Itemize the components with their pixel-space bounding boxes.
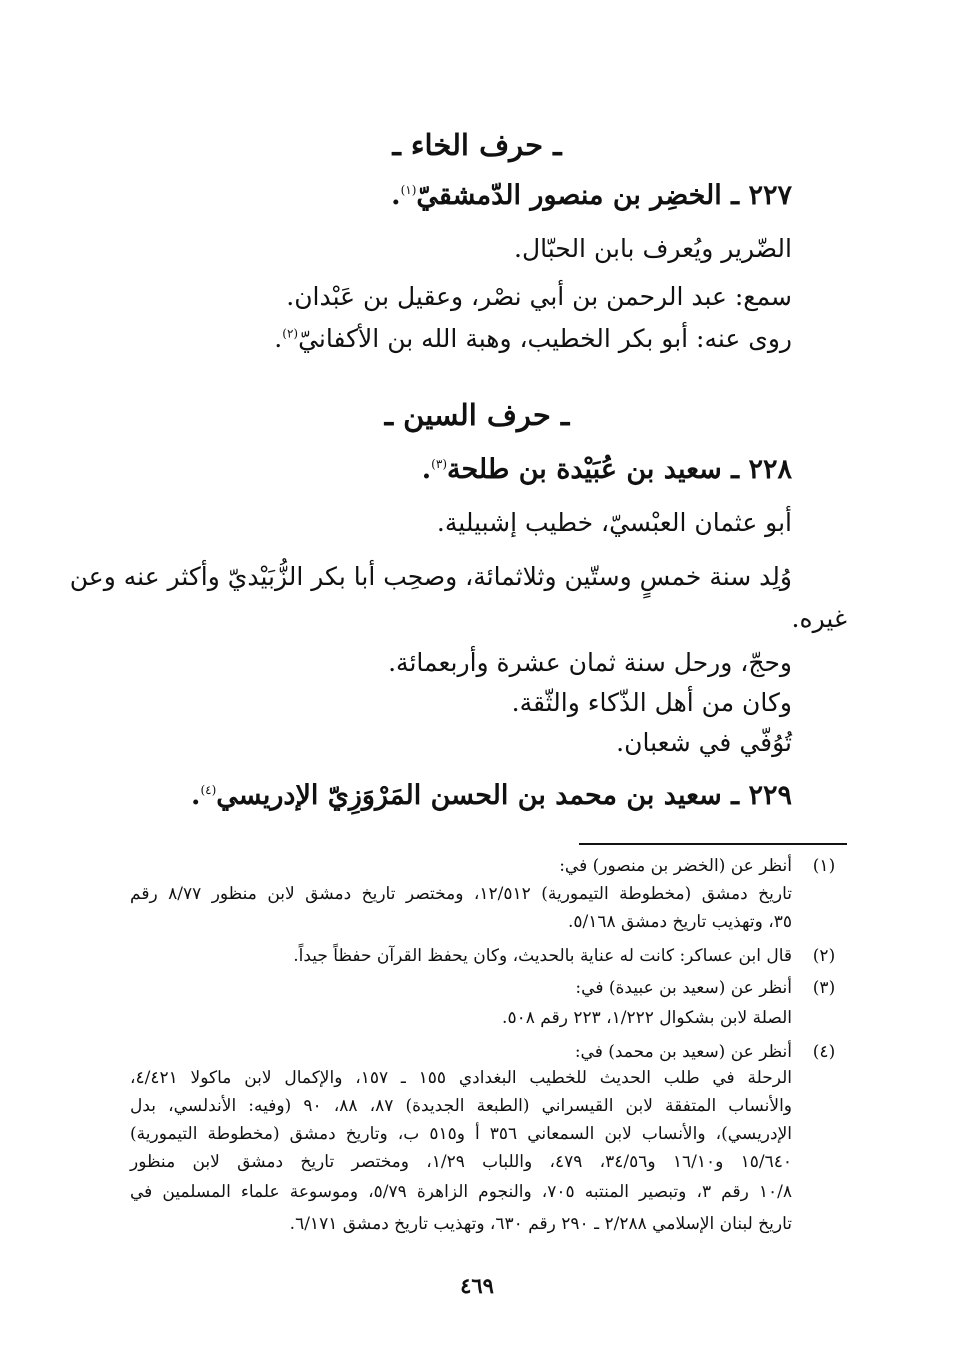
footnote-line: تاريخ لبنان الإسلامي ٢/٢٨٨ ـ ٢٩٠ رقم ٦٣٠، وتهذيب تاريخ دمشق ٦/١٧١.: [289, 1214, 792, 1234]
footnote-line: أنظر عن (سعيد بن عبيدة) في:: [575, 978, 792, 998]
footnote-number: (٣): [812, 978, 836, 998]
footnote-line: ١٠/٨ رقم ٣، وتبصير المنتبه ٧٠٥، والنجوم الزاهرة ٥/٧٩، وموسوعة علماء المسلمين في: [130, 1182, 792, 1202]
footnote-line: الصلة لابن بشكوال ١/٢٢٢، ٢٢٣ رقم ٥٠٨.: [502, 1008, 792, 1028]
entry-228-line: وحجّ، ورحل سنة ثمان عشرة وأربعمائة.: [388, 648, 792, 677]
entry-number: ٢٢٧: [748, 180, 792, 211]
entry-227-title: ٢٢٧ ـ الخضِر بن منصور الدّمشقيّ$^{(١)}$.: [391, 180, 792, 211]
entry-name: ـ سعيد بن محمد بن الحسن المَرْوَزِيّ الإدريسي: [216, 780, 740, 811]
entry-228-line: تُوُفّي في شعبان.: [616, 728, 792, 757]
page-number: ٤٦٩: [460, 1273, 494, 1298]
footnote-ref: (٤): [200, 783, 217, 797]
entry-name: ـ سعيد بن عُبَيْدة بن طلحة: [447, 454, 740, 485]
entry-227-line-text: روى عنه: أبو بكر الخطيب، وهبة الله بن الأكفانيّ: [298, 324, 792, 353]
footnote-line: ١٥/٦٤٠ و١٦/١٠ و٣٤/٥٦، ٤٧٩، واللباب ١/٢٩، ومختصر تاريخ دمشق لابن منظور: [130, 1152, 793, 1172]
footnote-number: (٤): [812, 1042, 836, 1062]
entry-228-line: أبو عثمان العبْسيّ، خطيب إشبيلية.: [436, 508, 792, 537]
footnote-line: قال ابن عساكر: كانت له عناية بالحديث، وكان يحفظ القرآن حفظاً جيداً.: [293, 946, 792, 966]
footnote-line: أنظر عن (الخضر بن منصور) في:: [559, 856, 792, 876]
entry-number: ٢٢٨: [748, 454, 792, 485]
entry-227-line: سمع: عبد الرحمن بن أبي نصْر، وعقيل بن عَبْدان.: [286, 282, 792, 311]
entry-227-line: روى عنه: أبو بكر الخطيب، وهبة الله بن الأكفانيّ$^{(٢)}$.: [274, 324, 792, 353]
entry-228-line: وُلِد سنة خمسٍ وستّين وثلاثمائة، وصحِب أبا بكر الزُّبَيْديّ وأكثر عنه وعن: [69, 562, 792, 591]
footnote-line: ٣٥، وتهذيب تاريخ دمشق ٥/١٦٨.: [567, 912, 792, 932]
entry-227-line: الضّرير ويُعرف بابن الحبّال.: [514, 234, 792, 263]
footnote-line: الرحلة في طلب الحديث للخطيب البغدادي ١٥٥ ـ ١٥٧، والإكمال لابن ماكولا ٤/٤٢١،: [130, 1068, 792, 1088]
entry-228-line-overhang: غيره.: [791, 604, 847, 633]
entry-229-title: ٢٢٩ ـ سعيد بن محمد بن الحسن المَرْوَزِيّ الإدريسي$^{(٤)}$.: [191, 780, 792, 811]
footnote-line: تاريخ دمشق (مخطوطة التيمورية) ١٢/٥١٢، ومختصر تاريخ دمشق لابن منظور ٨/٧٧ رقم: [130, 884, 792, 904]
entry-number: ٢٢٩: [748, 780, 792, 811]
entry-228-title: ٢٢٨ ـ سعيد بن عُبَيْدة بن طلحة$^{(٣)}$.: [421, 454, 792, 485]
footnote-ref: (١): [400, 183, 417, 197]
footnote-line: الإدريسي)، والأنساب لابن السمعاني ٣٥٦ أ و٥١٥ ب، وتاريخ دمشق (مخطوطة التيمورية): [130, 1124, 792, 1144]
footnote-number: (١): [812, 856, 836, 876]
footnote-number: (٢): [812, 946, 836, 966]
footnote-ref: (٣): [431, 457, 447, 471]
entry-name: ـ الخضِر بن منصور الدّمشقيّ: [416, 180, 740, 211]
footnote-ref: (٢): [282, 326, 299, 341]
entry-228-line: وكان من أهل الذّكاء والثّقة.: [511, 688, 792, 717]
footnote-line: أنظر عن (سعيد بن محمد) في:: [574, 1042, 792, 1062]
section-heading-sin: ـ حرف السين ـ: [384, 398, 570, 432]
section-heading-kha: ـ حرف الخاء ـ: [392, 128, 562, 162]
footnote-separator: [579, 843, 847, 845]
footnote-line: والأنساب المتفقة لابن القيسراني (الطبعة الجديدة) ٨٧، ٨٨، ٩٠ (وفيه: الأندلسي، بدل: [130, 1096, 793, 1116]
